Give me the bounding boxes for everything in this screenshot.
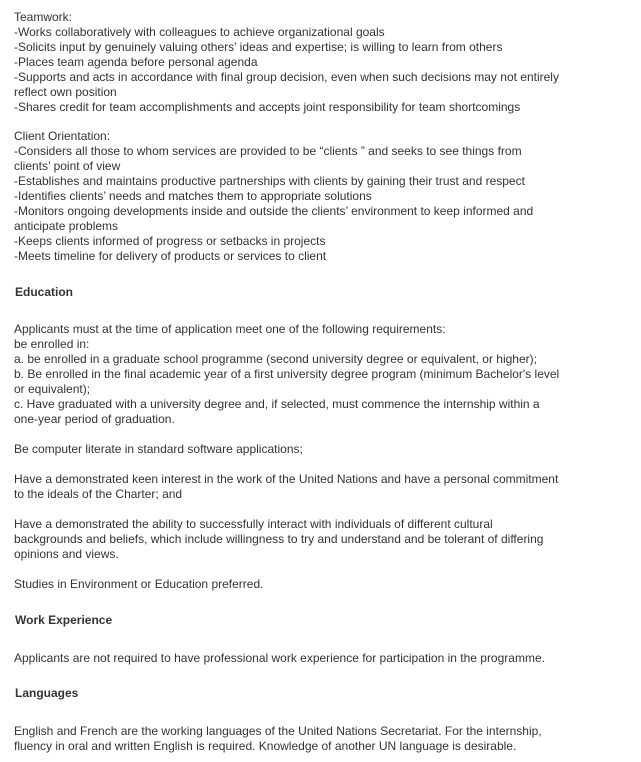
- education-line: or equivalent);: [14, 382, 91, 396]
- education-line: to the ideals of the Charter; and: [14, 487, 183, 501]
- teamwork-title: Teamwork:: [14, 10, 73, 24]
- client-orientation-line: -Establishes and maintains productive partnerships with clients by gaining their trust and respect: [14, 174, 525, 188]
- education-studies: [14, 577, 614, 592]
- education-line: Applicants must at the time of application meet one of the following requirements:: [14, 322, 446, 336]
- languages-line: English and French are the working languages of the United Nations Secretariat. For the internship,: [14, 724, 542, 738]
- education-line: b. Be enrolled in the final academic year of a first university degree program (minimum Bachelor's level: [14, 367, 560, 381]
- client-orientation-line: -Considers all those to whom services are provided to be “clients ” and seeks to see things from: [14, 144, 522, 158]
- languages-line: fluency in oral and written English is required. Knowledge of another UN language is desirable.: [14, 739, 517, 753]
- client-orientation-section: [14, 129, 614, 264]
- education-line: one-year period of graduation.: [14, 412, 175, 426]
- teamwork-line: -Supports and acts in accordance with final group decision, even when such decisions may not entirely: [14, 70, 559, 84]
- education-line: a. be enrolled in a graduate school programme (second university degree or equivalent, or higher);: [14, 352, 537, 366]
- client-orientation-line: -Keeps clients informed of progress or setbacks in projects: [14, 234, 326, 248]
- client-orientation-line: -Monitors ongoing developments inside and outside the clients’ environment to keep informed and: [14, 204, 534, 218]
- client-orientation-line: anticipate problems: [14, 219, 119, 233]
- education-heading: Education: [15, 285, 74, 299]
- teamwork-line: -Solicits input by genuinely valuing others’ ideas and expertise; is willing to learn from others: [14, 40, 503, 54]
- client-orientation-line: -Meets timeline for delivery of products or services to client: [14, 249, 327, 263]
- education-interest: [14, 472, 614, 502]
- languages-heading: Languages: [15, 686, 79, 700]
- education-line: Studies in Environment or Education preferred.: [14, 577, 264, 591]
- work-experience-line: Applicants are not required to have professional work experience for participation in the programme.: [14, 651, 545, 665]
- education-line: Be computer literate in standard software applications;: [14, 442, 303, 456]
- education-line: Have a demonstrated the ability to successfully interact with individuals of different cultural: [14, 517, 493, 531]
- education-line: c. Have graduated with a university degree and, if selected, must commence the internship within a: [14, 397, 540, 411]
- education-line: be enrolled in:: [14, 337, 90, 351]
- teamwork-section: [14, 10, 614, 115]
- teamwork-line: -Shares credit for team accomplishments and accepts joint responsibility for team shortcomings: [14, 100, 521, 114]
- client-orientation-line: clients’ point of view: [14, 159, 121, 173]
- education-line: Have a demonstrated keen interest in the work of the United Nations and have a personal commitment: [14, 472, 559, 486]
- education-requirements: [14, 322, 614, 427]
- education-line: backgrounds and beliefs, which include willingness to try and understand and be tolerant of differing: [14, 532, 544, 546]
- teamwork-line: -Places team agenda before personal agenda: [14, 55, 258, 69]
- teamwork-line: reflect own position: [14, 85, 117, 99]
- work-experience-heading: Work Experience: [15, 613, 113, 627]
- education-ability: [14, 517, 614, 562]
- client-orientation-title: Client Orientation:: [14, 129, 111, 143]
- client-orientation-line: -Identifies clients’ needs and matches them to appropriate solutions: [14, 189, 372, 203]
- languages-text: [14, 724, 614, 754]
- teamwork-line: -Works collaboratively with colleagues to achieve organizational goals: [14, 25, 385, 39]
- education-computer-literacy: [14, 442, 614, 457]
- education-line: opinions and views.: [14, 547, 119, 561]
- work-experience-text: [14, 651, 614, 666]
